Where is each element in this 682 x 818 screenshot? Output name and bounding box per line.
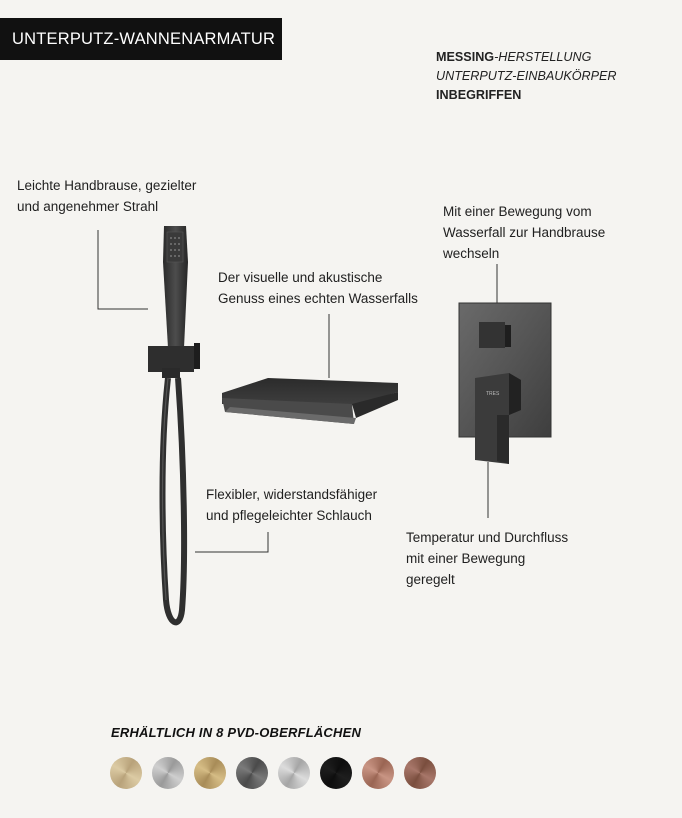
plate-logo: TRES: [486, 391, 500, 397]
gunmetal-swatch[interactable]: [236, 757, 268, 789]
waterfall-spout: [222, 378, 398, 424]
brushed-gold-swatch[interactable]: [110, 757, 142, 789]
callout-line: Flexibler, widerstandsfähiger: [206, 487, 378, 502]
callout-line: Temperatur und Durchfluss: [406, 530, 569, 545]
bronze-swatch[interactable]: [404, 757, 436, 789]
callout-line-hose: [195, 532, 268, 552]
callout-line: Wasserfall zur Handbrause: [443, 225, 606, 240]
brushed-brass-swatch[interactable]: [194, 757, 226, 789]
callout-line: und angenehmer Strahl: [17, 199, 159, 214]
callout-line: Der visuelle und akustische: [218, 270, 383, 285]
silver-swatch[interactable]: [278, 757, 310, 789]
callout-line: wechseln: [443, 246, 500, 261]
hand-shower: [148, 226, 200, 622]
feature-brass-rest: -HERSTELLUNG: [494, 50, 592, 64]
callout-line: geregelt: [406, 572, 455, 587]
callout-line: mit einer Bewegung: [406, 551, 526, 566]
feature-included-bold: INBEGRIFFEN: [436, 88, 522, 102]
callout-line: Genuss eines echten Wasserfalls: [218, 291, 418, 306]
callout-line: Leichte Handbrause, gezielter: [17, 178, 197, 193]
callout-line-hand-shower: [98, 230, 148, 309]
copper-swatch[interactable]: [362, 757, 394, 789]
finishes-title: ERHÄLTLICH IN 8 PVD-OBERFLÄCHEN: [111, 725, 362, 740]
callout-line: und pflegeleichter Schlauch: [206, 508, 372, 523]
page-title-text: UNTERPUTZ-WANNENARMATUR: [12, 29, 276, 48]
callout-line: Mit einer Bewegung vom: [443, 204, 592, 219]
black-swatch[interactable]: [320, 757, 352, 789]
brushed-steel-swatch[interactable]: [152, 757, 184, 789]
finish-swatches: [110, 757, 436, 789]
feature-body: UNTERPUTZ-EINBAUKÖRPER: [436, 69, 617, 83]
mixer-plate: [459, 303, 551, 464]
feature-brass-bold: MESSING: [436, 50, 495, 64]
